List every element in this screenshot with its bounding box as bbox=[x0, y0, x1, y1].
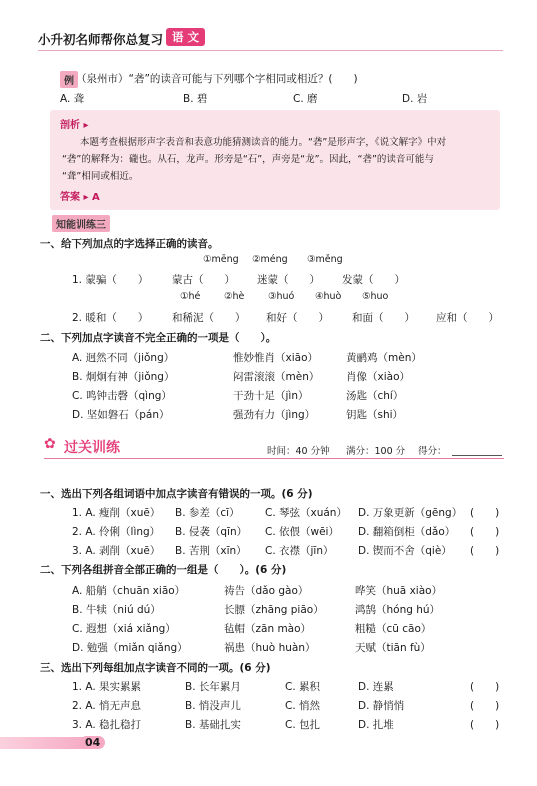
section1-tag: 知能训练三 bbox=[52, 215, 110, 232]
section2-flower-icon: ✿ bbox=[44, 436, 56, 452]
q1-row2-item2: 和稀泥（ ） bbox=[172, 312, 246, 324]
section2-q1-title: 一、选出下列各组词语中加点字读音有错误的一项。(6 分) bbox=[40, 488, 313, 500]
q1-pinyin-2: ②méng bbox=[252, 254, 288, 265]
q1-row1-item2: 蒙古（ ） bbox=[172, 274, 235, 286]
example-question: （泉州市）“砻”的读音可能与下列哪个字相同或相近？( ) bbox=[76, 73, 358, 85]
s2q2-r2-c3: 鸿鹄（hóng hú） bbox=[355, 604, 441, 616]
page-number: 04 bbox=[80, 736, 105, 749]
q1-pinyin2-4: ④huò bbox=[315, 291, 342, 302]
q1-row1-item4: 发蒙（ ） bbox=[342, 274, 405, 286]
q2-row3-col1: C. 鸣钟击磬（qìng） bbox=[72, 390, 172, 402]
s2q3-r3-c: C. 包扎 bbox=[285, 719, 321, 731]
s2q1-r2-answer[interactable]: ( ) bbox=[470, 526, 500, 538]
s2q1-r3-b: B. 苦荆（xīn） bbox=[175, 545, 247, 557]
q2-row3-col3: 汤匙（chí） bbox=[346, 390, 404, 402]
example-option-c: C. 磨 bbox=[293, 93, 318, 105]
s2q3-r2-a: 2. A. 悄无声息 bbox=[72, 700, 142, 712]
example-option-d: D. 岩 bbox=[402, 93, 428, 105]
example-option-a: A. 聋 bbox=[60, 93, 85, 105]
s2q1-r2-a: 2. A. 伶俐（lìng） bbox=[72, 526, 161, 538]
s2q2-r3-c1: C. 遐想（xiá xiǎng） bbox=[72, 623, 176, 635]
s2q1-r1-answer[interactable]: ( ) bbox=[470, 507, 500, 519]
s2q1-r1-b: B. 参差（cī） bbox=[175, 507, 240, 519]
s2q1-r1-a: 1. A. 瘦削（xuē） bbox=[72, 507, 161, 519]
s2q3-r1-a: 1. A. 果实累累 bbox=[72, 681, 142, 693]
s2q1-r2-d: D. 翻箱倒柜（dǎo） bbox=[358, 526, 456, 538]
s2q1-r2-b: B. 侵袭（qīn） bbox=[175, 526, 248, 538]
s2q2-r1-c3: 哗笑（huā xiào） bbox=[355, 585, 443, 597]
q1-pinyin2-2: ②hè bbox=[224, 291, 245, 302]
q2-row2-col3: 肖像（xiào） bbox=[346, 371, 410, 383]
s2q3-r2-answer[interactable]: ( ) bbox=[470, 700, 500, 712]
score-blank-line[interactable] bbox=[452, 455, 502, 456]
section2-title: 过关训练 bbox=[64, 440, 120, 456]
s2q1-r2-c: C. 依偎（wēi） bbox=[265, 526, 339, 538]
s2q2-r4-c2: 祸患（huò huàn） bbox=[224, 642, 316, 654]
s2q2-r2-c1: B. 牛犊（niú dú） bbox=[72, 604, 161, 616]
q1-pinyin-3: ③měng bbox=[307, 254, 343, 265]
q2-row1-col1: A. 迥然不同（jiǒng） bbox=[72, 352, 175, 364]
s2q3-r3-d: D. 扎堆 bbox=[358, 719, 394, 731]
q2-row1-col3: 黄鹂鸡（mèn） bbox=[346, 352, 422, 364]
section2-q2-title: 二、下列各组拼音全部正确的一组是（ ）。(6 分) bbox=[40, 564, 287, 576]
section1-q2-title: 二、下列加点字读音不完全正确的一项是（ ）。 bbox=[40, 332, 277, 344]
section2-obtained: 得分： bbox=[418, 446, 447, 457]
q1-pinyin2-5: ⑤huo bbox=[362, 291, 389, 302]
s2q1-r3-d: D. 锲而不舍（qiè） bbox=[358, 545, 452, 557]
q2-row3-col2: 干劲十足（jìn） bbox=[233, 390, 309, 402]
header-subject-badge: 语 文 bbox=[166, 28, 205, 46]
section2-q3-title: 三、选出下列每组加点字读音不同的一项。(6 分) bbox=[40, 662, 271, 674]
q2-row4-col2: 强劲有力（jìng） bbox=[233, 409, 316, 421]
q1-pinyin2-1: ①hé bbox=[180, 291, 201, 302]
s2q1-r3-a: 3. A. 剥削（xuē） bbox=[72, 545, 161, 557]
s2q2-r2-c2: 长膘（zhāng piāo） bbox=[224, 604, 324, 616]
s2q3-r1-answer[interactable]: ( ) bbox=[470, 681, 500, 693]
s2q1-r3-c: C. 衣襟（jīn） bbox=[265, 545, 334, 557]
section2-score: 满分：100 分 bbox=[346, 446, 406, 457]
answer-label: 答案 ▸ A bbox=[60, 192, 100, 203]
analysis-line-2: “砻”的解释为：礲也。从石，龙声。形旁是“石”，声旁是“龙”。因此，“砻”的读音可能与 bbox=[62, 154, 434, 165]
q1-row2-item5: 应和（ ） bbox=[436, 312, 499, 324]
s2q3-r3-b: B. 基础扎实 bbox=[185, 719, 241, 731]
q1-row2-item4: 和面（ ） bbox=[352, 312, 415, 324]
section2-rule bbox=[44, 458, 504, 459]
s2q2-r3-c3: 粗糙（cū cāo） bbox=[355, 623, 432, 635]
s2q3-r1-d: D. 连累 bbox=[358, 681, 394, 693]
q1-row1-item1: 1. 蒙骗（ ） bbox=[72, 274, 149, 286]
s2q2-r4-c1: D. 勉强（miǎn qiǎng） bbox=[72, 642, 188, 654]
s2q3-r1-b: B. 长年累月 bbox=[185, 681, 241, 693]
q1-row2-item1: 2. 暖和（ ） bbox=[72, 312, 149, 324]
q2-row2-col2: 闷雷滚滚（mèn） bbox=[233, 371, 320, 383]
q2-row4-col1: D. 坚如磐石（pán） bbox=[72, 409, 170, 421]
s2q3-r3-answer[interactable]: ( ) bbox=[470, 719, 500, 731]
s2q2-r1-c1: A. 船艄（chuān xiāo） bbox=[72, 585, 186, 597]
q2-row4-col3: 钥匙（shi） bbox=[346, 409, 404, 421]
s2q3-r2-c: C. 悄然 bbox=[285, 700, 321, 712]
header-rule bbox=[38, 50, 503, 51]
section1-q1-title: 一、给下列加点的字选择正确的读音。 bbox=[40, 238, 219, 250]
s2q3-r2-b: B. 悄没声儿 bbox=[185, 700, 241, 712]
example-option-b: B. 碧 bbox=[183, 93, 208, 105]
analysis-line-3: “聋”相同或相近。 bbox=[62, 171, 139, 182]
s2q1-r1-d: D. 万象更新（gēng） bbox=[358, 507, 463, 519]
s2q3-r2-d: D. 静悄悄 bbox=[358, 700, 405, 712]
s2q3-r3-a: 3. A. 稳扎稳打 bbox=[72, 719, 142, 731]
footer-bar bbox=[0, 737, 92, 749]
example-tag: 例 bbox=[60, 71, 78, 88]
q1-row2-item3: 和好（ ） bbox=[266, 312, 329, 324]
section2-time: 时间：40 分钟 bbox=[267, 446, 330, 457]
q1-pinyin2-3: ③huó bbox=[268, 291, 295, 302]
s2q1-r1-c: C. 琴弦（xuán） bbox=[265, 507, 347, 519]
analysis-label: 剖析 ▸ bbox=[60, 120, 89, 131]
q1-pinyin-1: ①mēng bbox=[203, 254, 239, 265]
s2q2-r3-c2: 毡帽（zān mào） bbox=[224, 623, 312, 635]
s2q2-r1-c2: 祷告（dǎo gào） bbox=[224, 585, 309, 597]
s2q2-r4-c3: 天赋（tiān fù） bbox=[355, 642, 431, 654]
q1-row1-item3: 迷蒙（ ） bbox=[257, 274, 320, 286]
header-title: 小升初名师帮你总复习 bbox=[38, 32, 164, 47]
q2-row1-col2: 惟妙惟肖（xiāo） bbox=[233, 352, 318, 364]
s2q1-r3-answer[interactable]: ( ) bbox=[470, 545, 500, 557]
q2-row2-col1: B. 炯炯有神（jiǒng） bbox=[72, 371, 175, 383]
s2q3-r1-c: C. 累积 bbox=[285, 681, 321, 693]
analysis-line-1: 本题考查根据形声字表音和表意功能猜测读音的能力。“砻”是形声字，《说文解字》中对 bbox=[80, 137, 447, 148]
